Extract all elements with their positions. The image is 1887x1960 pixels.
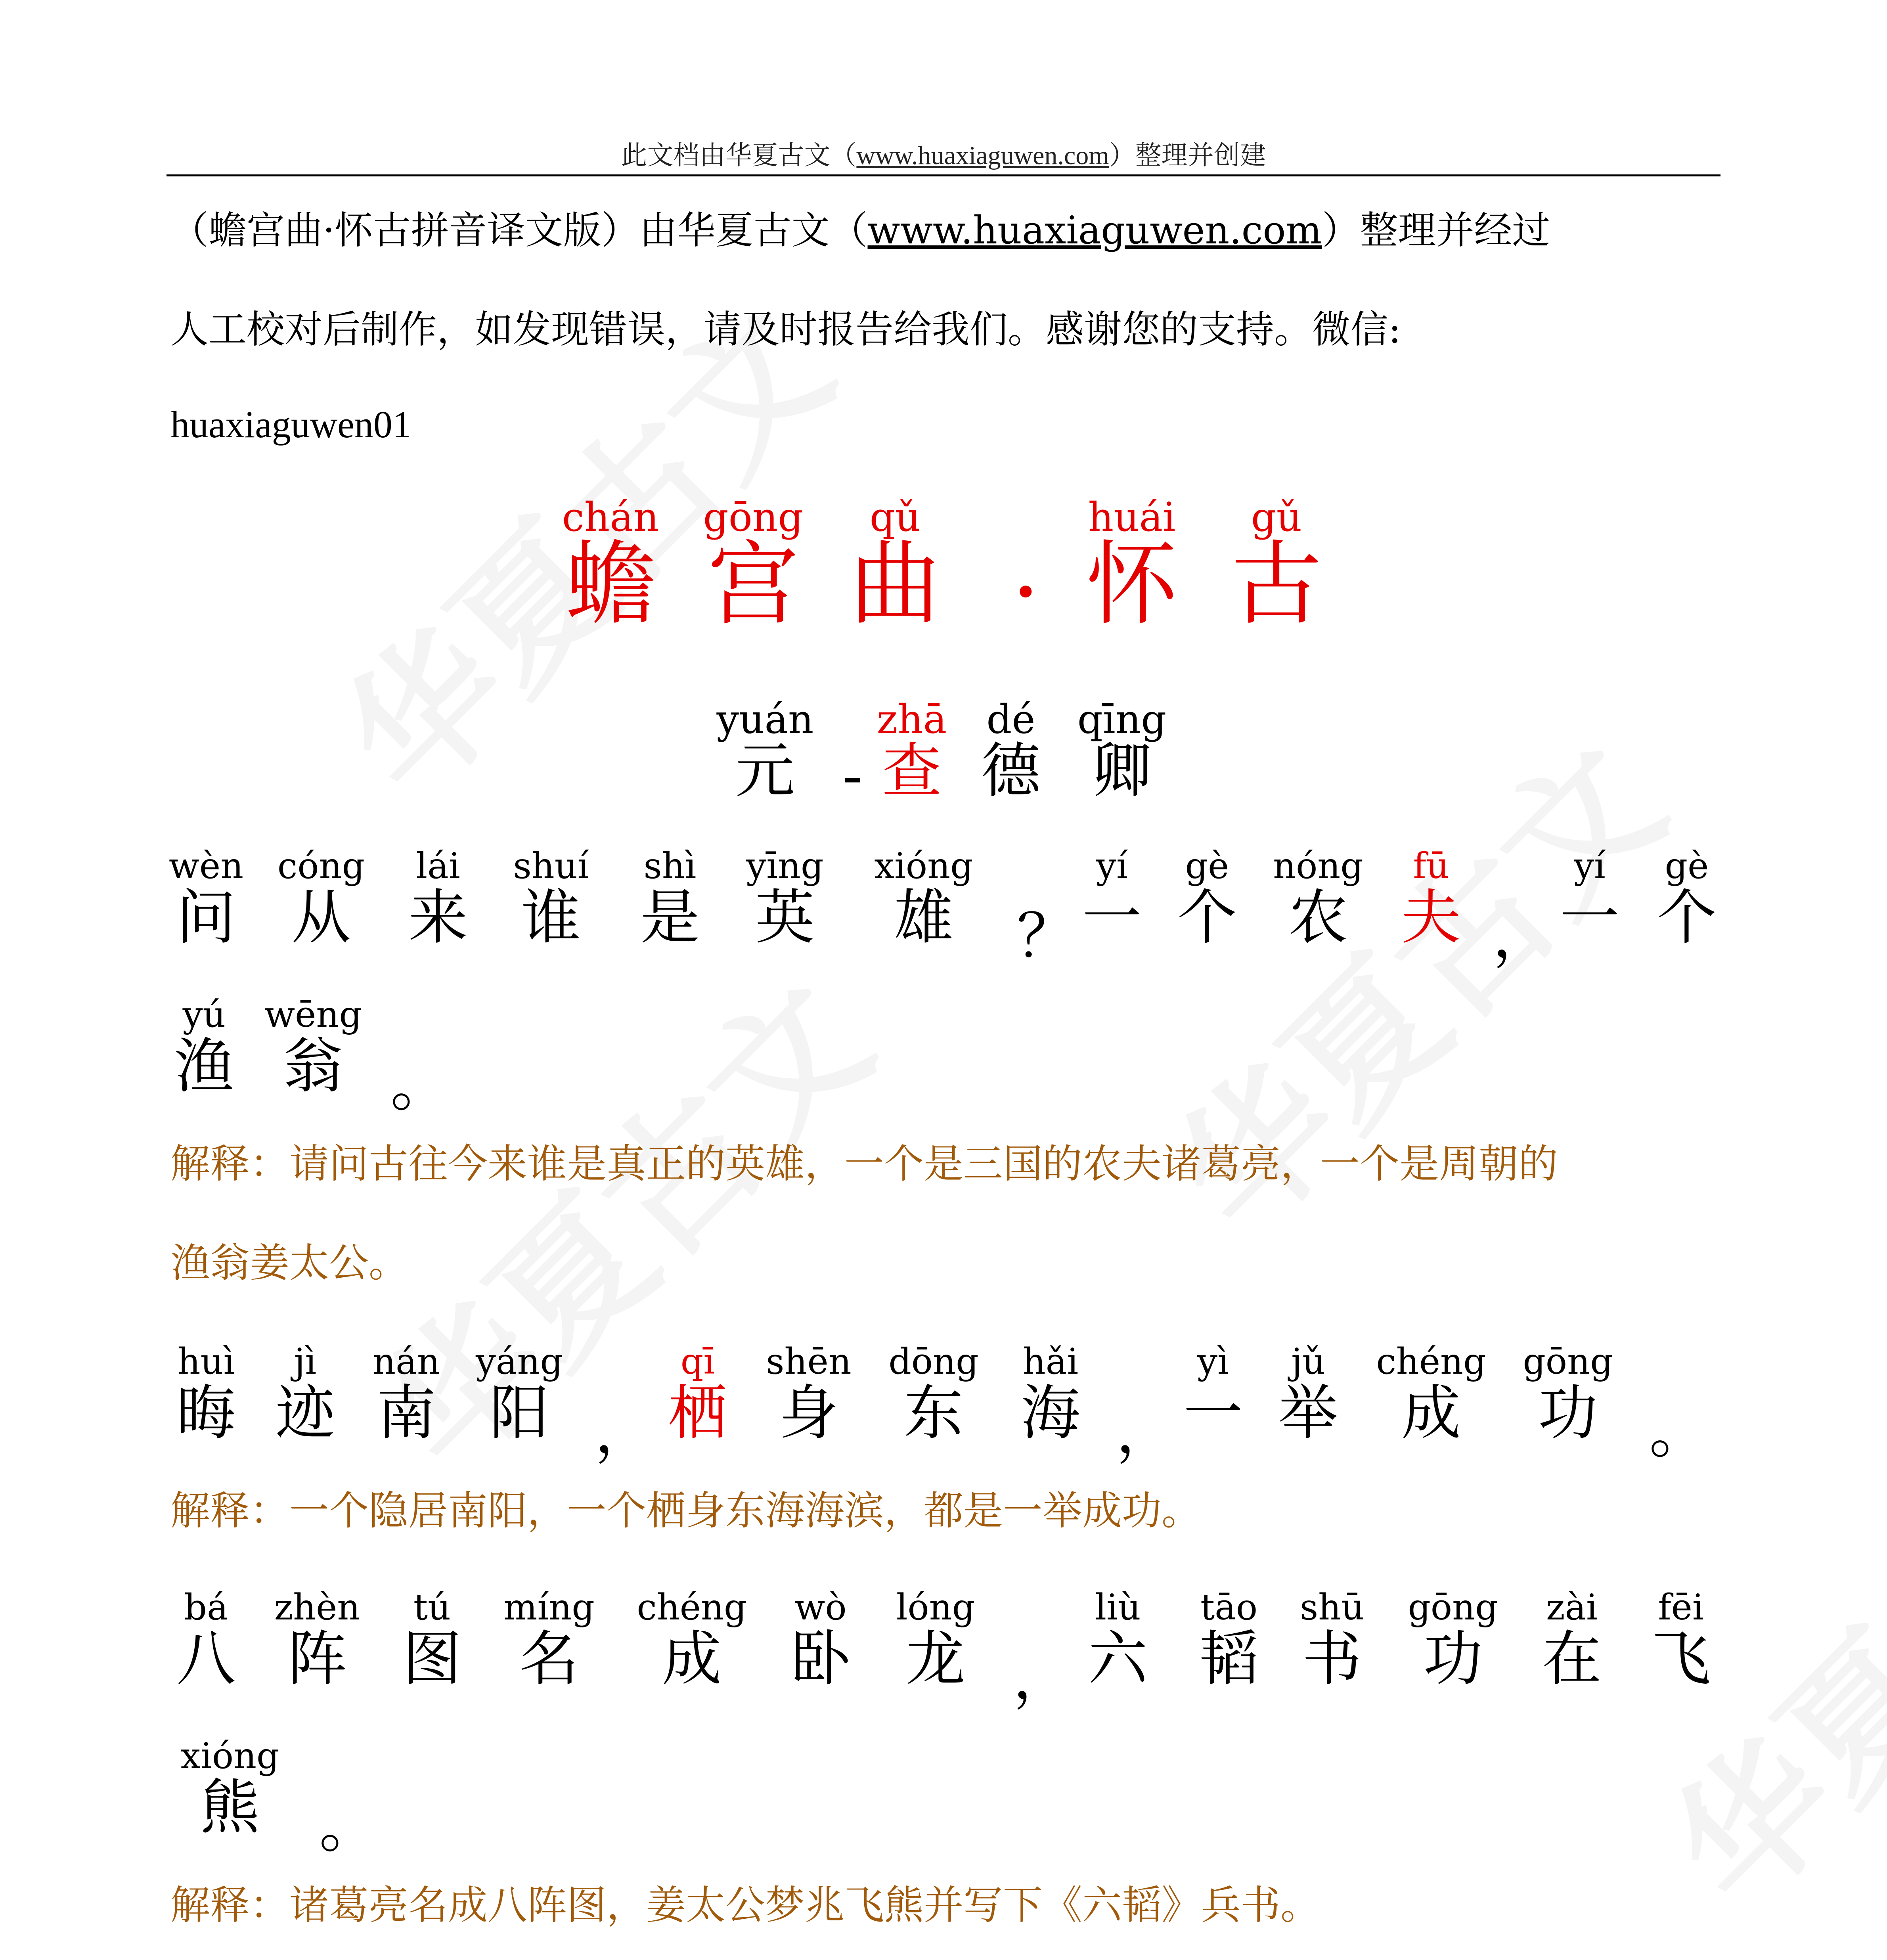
punctuation: - (842, 741, 863, 810)
pinyin: jǔ (1291, 1341, 1325, 1382)
char-unit (703, 494, 804, 637)
hanzi: 成 (1401, 1379, 1461, 1448)
pinyin: yí (1574, 845, 1606, 887)
hanzi: 卿 (1092, 737, 1152, 806)
pinyin: zhèn (274, 1587, 360, 1628)
punctuation: ， (1013, 1643, 1073, 1712)
pinyin: dé (986, 696, 1035, 743)
char-unit (849, 494, 941, 637)
char-unit (1082, 844, 1142, 952)
pinyin: qīng (1077, 696, 1167, 743)
hanzi: 东 (903, 1379, 963, 1448)
char-unit (402, 1586, 462, 1694)
hanzi: 英 (755, 883, 815, 952)
pinyin: tāo (1200, 1587, 1258, 1628)
pinyin: yuán (716, 696, 814, 743)
explanation-line: 渔翁姜太公。 (170, 1240, 408, 1286)
char-unit (790, 1586, 851, 1694)
punctuation: 。 (1649, 1397, 1709, 1466)
pinyin: yīng (746, 845, 824, 887)
hanzi: 一 (1183, 1379, 1243, 1448)
header-prefix: 此文档由华夏古文（ (621, 141, 857, 170)
page-header (0, 134, 1887, 172)
hanzi: 八 (176, 1625, 236, 1694)
pinyin: zhā (877, 696, 947, 743)
pinyin: míng (503, 1587, 595, 1628)
hanzi: 宫 (707, 532, 799, 637)
pinyin: zài (1546, 1587, 1598, 1628)
hanzi: 书 (1302, 1625, 1362, 1694)
char-unit (896, 1586, 975, 1694)
hanzi: 熊 (200, 1773, 260, 1842)
char-unit (408, 844, 468, 952)
char-unit (1299, 1586, 1365, 1694)
pinyin: shì (643, 845, 697, 887)
hanzi: 查 (882, 737, 942, 806)
char-unit (176, 1340, 236, 1448)
pinyin: gǔ (1251, 494, 1302, 540)
hanzi: 身 (779, 1379, 839, 1448)
hanzi: 韬 (1199, 1625, 1259, 1694)
hanzi: 德 (981, 737, 1041, 806)
char-unit (1020, 1340, 1081, 1448)
punctuation: ， (1116, 1397, 1176, 1466)
char-unit (766, 1340, 852, 1448)
char-unit (475, 1340, 563, 1448)
char-unit (1560, 844, 1620, 952)
intro-line (170, 200, 1713, 255)
hanzi: 是 (640, 883, 700, 952)
char-unit (180, 1734, 279, 1842)
hanzi: 栖 (668, 1379, 728, 1448)
pinyin: bá (184, 1587, 228, 1628)
hanzi: 名 (519, 1625, 579, 1694)
char-unit (1199, 1586, 1259, 1694)
pinyin: gè (1665, 845, 1709, 887)
pinyin: yú (182, 994, 226, 1036)
intro-link[interactable]: www.huaxiaguwen.com (867, 208, 1322, 253)
hanzi: 从 (291, 883, 351, 952)
pinyin: yì (1197, 1341, 1229, 1382)
explanation-line: 解释：一个隐居南阳，一个栖身东海海滨，都是一举成功。 (170, 1487, 1201, 1534)
pinyin: yí (1096, 845, 1128, 887)
header-link[interactable]: www.huaxiaguwen.com (856, 141, 1109, 170)
pinyin: hǎi (1022, 1341, 1079, 1382)
punctuation: · (1011, 539, 1041, 645)
punctuation: 。 (319, 1792, 379, 1861)
pinyin: shuí (513, 845, 589, 887)
char-unit (1273, 844, 1363, 952)
char-unit (746, 844, 824, 952)
char-unit (1077, 696, 1167, 806)
explanation-line: 解释：请问古往今来谁是真正的英雄，一个是三国的农夫诸葛亮，一个是周朝的 (170, 1141, 1558, 1187)
hanzi: 晦 (176, 1379, 236, 1448)
pinyin: shēn (766, 1341, 852, 1382)
hanzi: 功 (1423, 1625, 1483, 1694)
pinyin: jì (294, 1341, 317, 1382)
hanzi: 翁 (283, 1032, 343, 1101)
char-unit (168, 844, 244, 952)
pinyin: tú (413, 1587, 451, 1628)
char-unit (874, 844, 973, 952)
pinyin: chéng (1376, 1341, 1486, 1382)
hanzi: 一 (1560, 883, 1620, 952)
char-unit (176, 1586, 236, 1694)
hanzi: 曲 (849, 532, 941, 637)
intro-text: ）整理并经过 (1322, 208, 1550, 253)
pinyin: gè (1185, 845, 1229, 887)
hanzi: 夫 (1401, 883, 1461, 952)
char-unit (277, 844, 365, 952)
punctuation: 。 (390, 1051, 450, 1120)
pinyin: gōng (1523, 1341, 1613, 1382)
char-unit (1401, 844, 1461, 952)
hanzi: 海 (1020, 1379, 1081, 1448)
hanzi: 元 (735, 737, 795, 806)
hanzi: 来 (408, 883, 468, 952)
char-unit (513, 844, 589, 952)
pinyin: fū (1413, 845, 1449, 887)
hanzi: 阵 (287, 1625, 347, 1694)
pinyin: chán (562, 494, 659, 540)
hanzi: 农 (1288, 883, 1348, 952)
char-unit (877, 696, 947, 806)
pinyin: yáng (475, 1341, 563, 1382)
hanzi: 蟾 (565, 532, 656, 637)
char-unit (174, 993, 234, 1101)
hanzi: 怀 (1086, 532, 1178, 637)
punctuation: ， (595, 1397, 655, 1466)
pinyin: qǔ (869, 494, 921, 540)
pinyin: lóng (896, 1587, 975, 1628)
hanzi: 在 (1542, 1625, 1602, 1694)
hanzi: 问 (176, 883, 236, 952)
char-unit (716, 696, 814, 806)
char-unit (640, 844, 700, 952)
char-unit (888, 1340, 979, 1448)
pinyin: huái (1088, 494, 1176, 540)
char-unit (1183, 1340, 1243, 1448)
char-unit (562, 494, 659, 637)
char-unit (1523, 1340, 1613, 1448)
char-unit (668, 1340, 728, 1448)
hanzi: 一 (1082, 883, 1142, 952)
char-unit (1278, 1340, 1338, 1448)
char-unit (1657, 844, 1717, 952)
char-unit (1086, 494, 1178, 637)
pinyin: wèn (168, 845, 244, 887)
pinyin: gōng (703, 494, 804, 540)
hanzi: 飞 (1651, 1625, 1711, 1694)
char-unit (1088, 1586, 1148, 1694)
header-divider (166, 174, 1720, 176)
hanzi: 举 (1278, 1379, 1338, 1448)
char-unit (637, 1586, 747, 1694)
pinyin: wò (794, 1587, 847, 1628)
char-unit (264, 993, 362, 1101)
intro-text: （蟾宫曲·怀古拼音译文版）由华夏古文（ (170, 208, 868, 253)
char-unit (981, 696, 1041, 806)
punctuation: ， (1493, 902, 1552, 971)
pinyin: lái (416, 845, 460, 887)
pinyin: nán (373, 1341, 440, 1382)
pinyin: xióng (874, 845, 973, 887)
char-unit (503, 1586, 595, 1694)
char-unit (1542, 1586, 1602, 1694)
hanzi: 阳 (489, 1379, 549, 1448)
hanzi: 图 (402, 1625, 462, 1694)
pinyin: huì (177, 1341, 235, 1382)
hanzi: 迹 (275, 1379, 335, 1448)
char-unit (1376, 1340, 1486, 1448)
pinyin: chéng (637, 1587, 747, 1628)
pinyin: qī (680, 1341, 715, 1382)
char-unit (1651, 1586, 1711, 1694)
punctuation: ？ (1017, 902, 1077, 971)
hanzi: 渔 (174, 1032, 234, 1101)
wechat-id: huaxiaguwen01 (170, 403, 411, 446)
char-unit (274, 1586, 360, 1694)
hanzi: 六 (1088, 1625, 1148, 1694)
pinyin: cóng (277, 845, 365, 887)
hanzi: 古 (1231, 532, 1322, 637)
char-unit (1408, 1586, 1498, 1694)
char-unit (373, 1340, 440, 1448)
hanzi: 龙 (905, 1625, 966, 1694)
header-suffix: ）整理并创建 (1109, 141, 1266, 170)
pinyin: fēi (1658, 1587, 1704, 1628)
char-unit (1231, 494, 1322, 637)
explanation-line: 解释：诸葛亮名成八阵图，姜太公梦兆飞熊并写下《六韬》兵书。 (170, 1882, 1320, 1928)
pinyin: dōng (888, 1341, 979, 1382)
hanzi: 雄 (894, 883, 953, 952)
char-unit (1177, 844, 1237, 952)
pinyin: xióng (180, 1735, 279, 1777)
hanzi: 功 (1538, 1379, 1598, 1448)
hanzi: 谁 (521, 883, 581, 952)
pinyin: nóng (1273, 845, 1363, 887)
hanzi: 成 (662, 1625, 722, 1694)
hanzi: 卧 (790, 1625, 851, 1694)
char-unit (275, 1340, 335, 1448)
pinyin: wēng (264, 994, 362, 1036)
hanzi: 个 (1177, 883, 1237, 952)
intro-line: 人工校对后制作，如发现错误，请及时报告给我们。感谢您的支持。微信: (170, 307, 1401, 352)
hanzi: 个 (1657, 883, 1717, 952)
pinyin: shū (1299, 1587, 1365, 1628)
hanzi: 南 (376, 1379, 436, 1448)
pinyin: liù (1095, 1587, 1141, 1628)
pinyin: gōng (1408, 1587, 1498, 1628)
